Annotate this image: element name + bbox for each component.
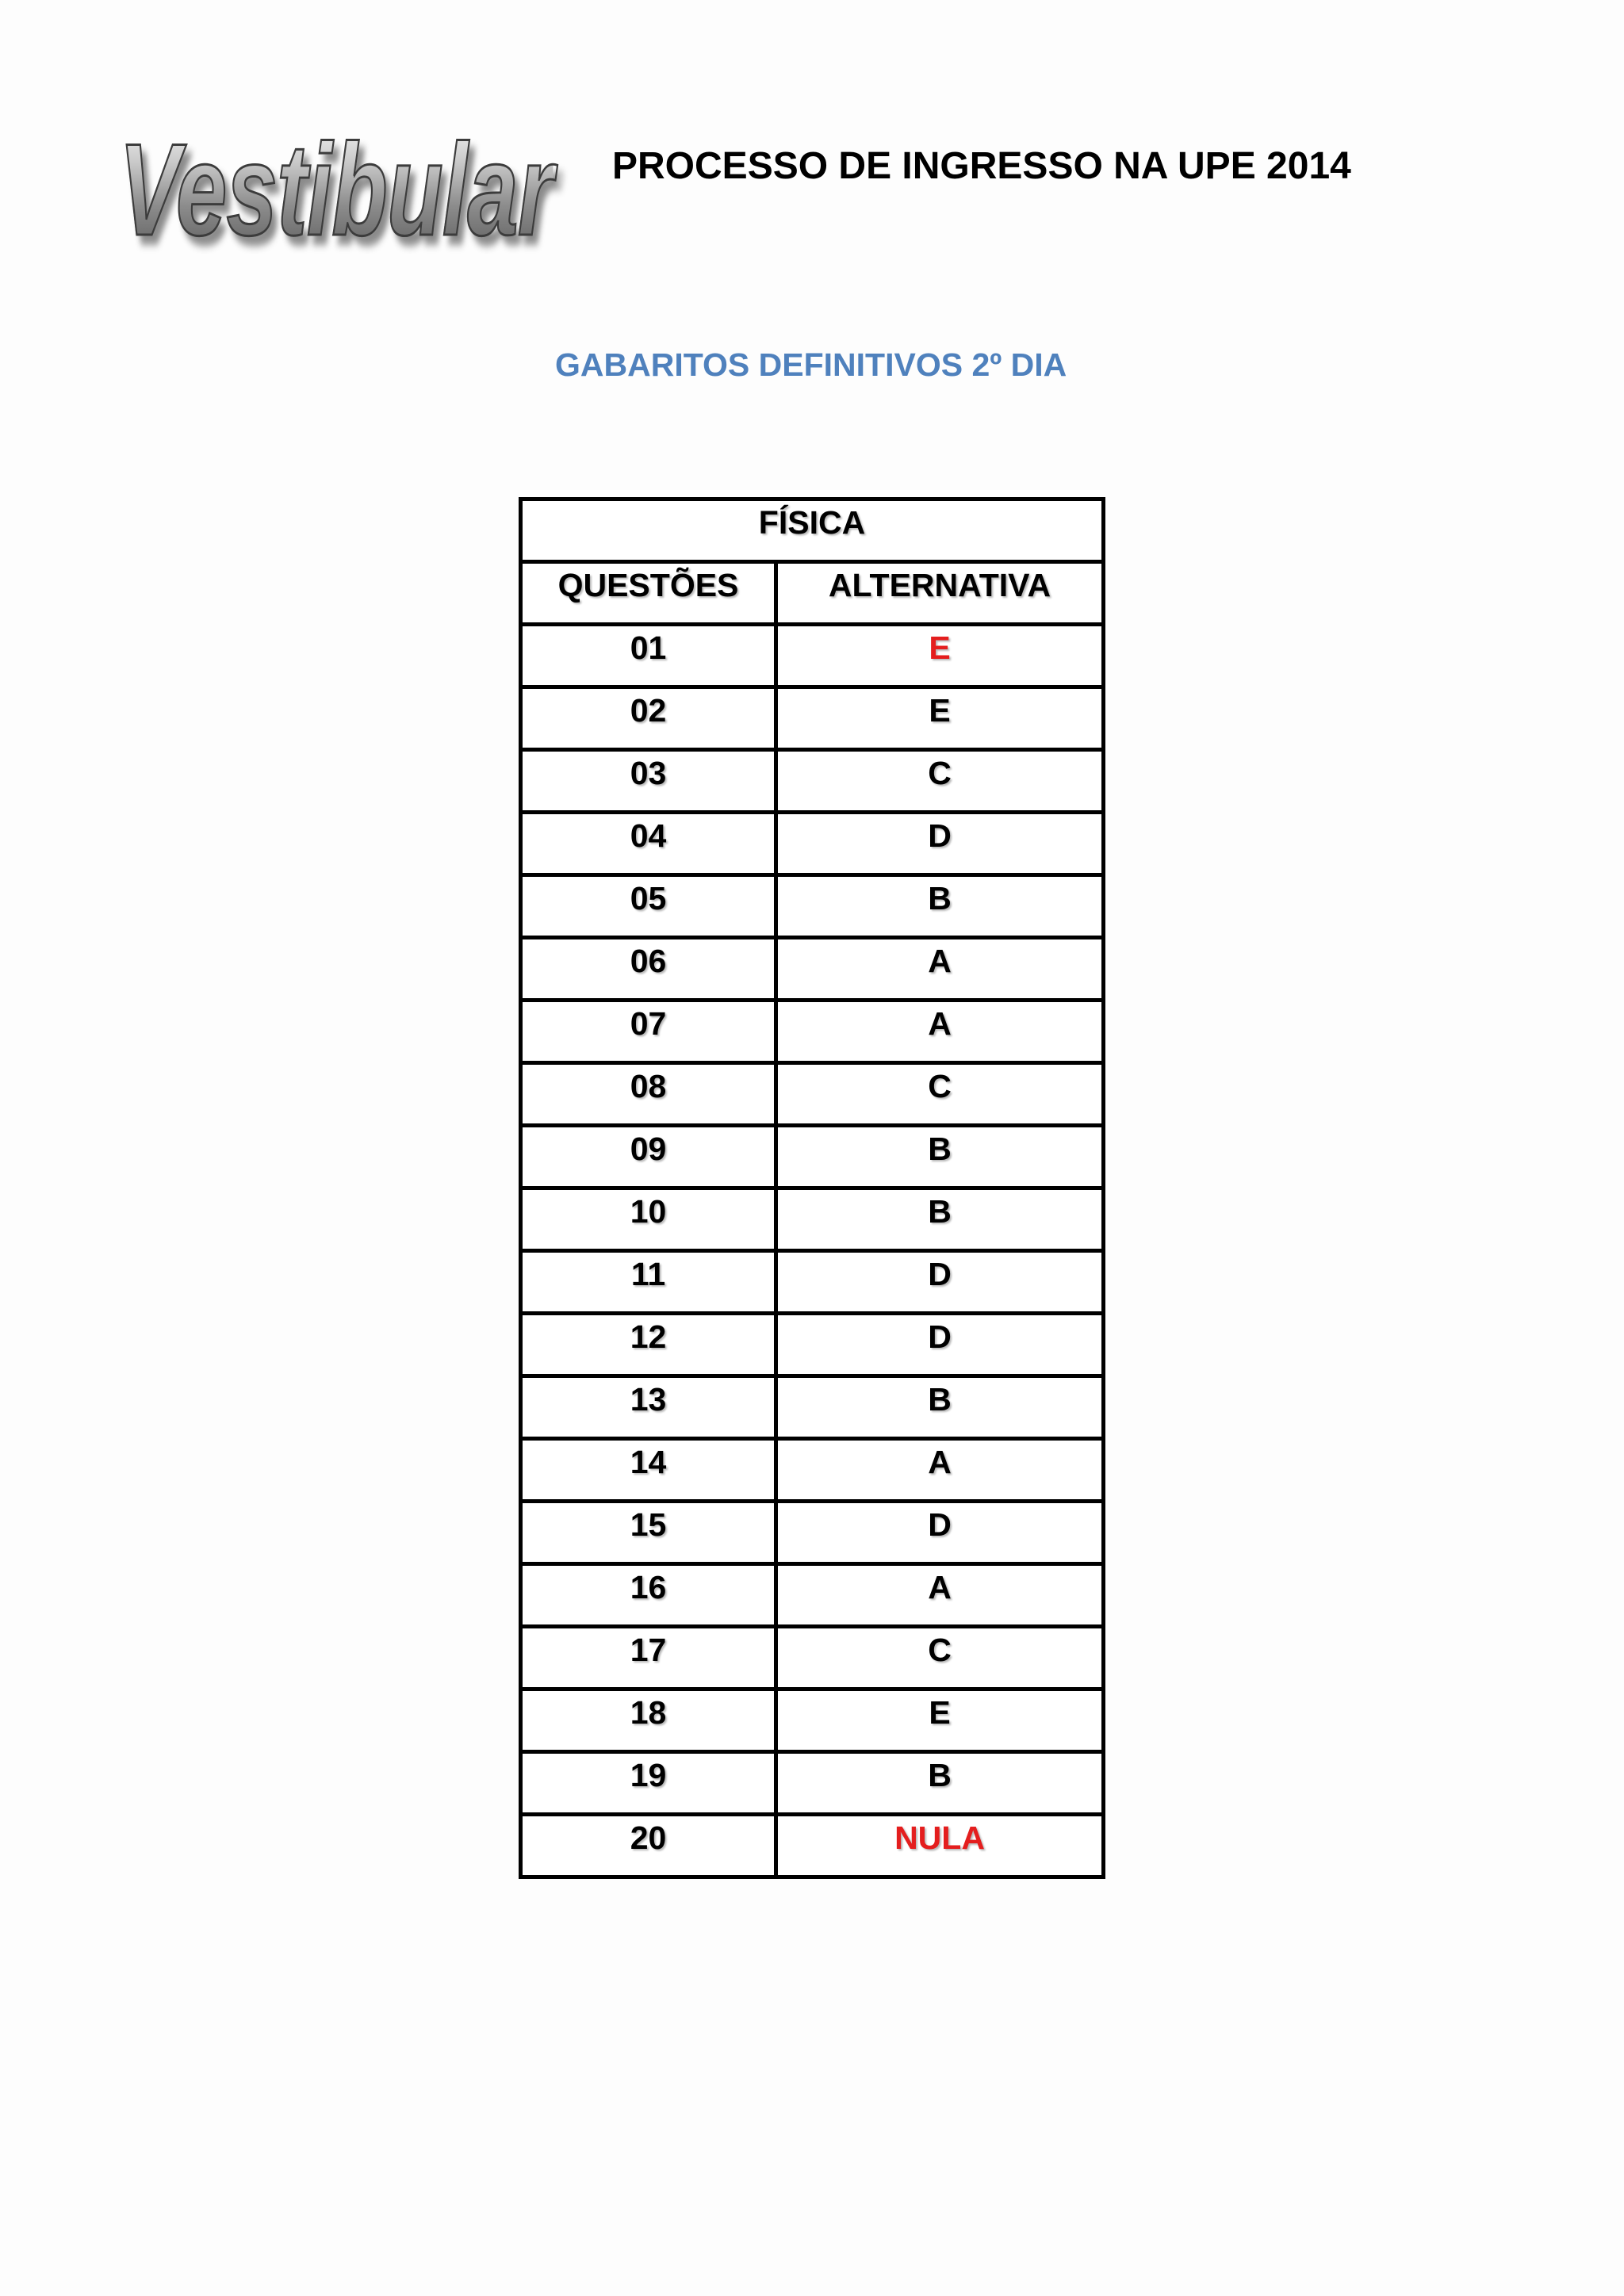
table-row bbox=[523, 1374, 1101, 1437]
table-row bbox=[523, 1186, 1101, 1249]
answer-cell: B bbox=[928, 1131, 952, 1167]
table-row bbox=[523, 1562, 1101, 1624]
question-number-cell: 13 bbox=[523, 1378, 778, 1437]
question-number-cell: 10 bbox=[523, 1190, 778, 1249]
question-number-cell: 17 bbox=[523, 1628, 778, 1687]
question-number-cell: 04 bbox=[523, 814, 778, 873]
page-title: PROCESSO DE INGRESSO NA UPE 2014 bbox=[612, 145, 1351, 187]
answer-key-table bbox=[519, 497, 1105, 1879]
answer-cell: A bbox=[928, 943, 952, 979]
question-number-cell: 16 bbox=[523, 1566, 778, 1624]
question-number-cell: 03 bbox=[523, 752, 778, 810]
question-number-cell: 15 bbox=[523, 1503, 778, 1562]
answer-cell: D bbox=[928, 1318, 952, 1355]
answer-cell: A bbox=[928, 1005, 952, 1042]
question-number-cell: 11 bbox=[523, 1253, 778, 1311]
answer-cell: C bbox=[928, 1632, 952, 1668]
answer-cell: NULA bbox=[894, 1820, 985, 1856]
question-number-cell: 07 bbox=[523, 1002, 778, 1061]
logo-text: Vestibular bbox=[119, 117, 553, 262]
question-number-cell: 09 bbox=[523, 1127, 778, 1186]
table-row bbox=[523, 1061, 1101, 1123]
table-row bbox=[523, 1311, 1101, 1374]
table-header-row bbox=[523, 560, 1101, 622]
answer-cell: A bbox=[928, 1444, 952, 1480]
question-number-cell: 01 bbox=[523, 626, 778, 685]
page-subtitle: GABARITOS DEFINITIVOS 2º DIA bbox=[555, 346, 1067, 383]
answer-rows bbox=[523, 622, 1101, 1875]
answer-cell: C bbox=[928, 755, 952, 791]
question-number-cell: 14 bbox=[523, 1441, 778, 1499]
subject-header: FÍSICA bbox=[758, 504, 866, 541]
table-row bbox=[523, 748, 1101, 810]
table-row bbox=[523, 1687, 1101, 1750]
question-number-cell: 20 bbox=[523, 1816, 778, 1875]
column-header-alternative: ALTERNATIVA bbox=[828, 567, 1051, 603]
table-row bbox=[523, 873, 1101, 936]
answer-cell: D bbox=[928, 1256, 952, 1292]
question-number-cell: 08 bbox=[523, 1065, 778, 1123]
answer-cell: B bbox=[928, 880, 952, 916]
answer-cell: B bbox=[928, 1381, 952, 1418]
answer-cell: B bbox=[928, 1757, 952, 1793]
answer-cell: D bbox=[928, 1506, 952, 1543]
table-row bbox=[523, 622, 1101, 685]
table-row bbox=[523, 685, 1101, 748]
table-row bbox=[523, 1624, 1101, 1687]
question-number-cell: 12 bbox=[523, 1315, 778, 1374]
column-header-questions: QUESTÕES bbox=[523, 564, 778, 622]
answer-cell: A bbox=[928, 1569, 952, 1605]
table-row bbox=[523, 1812, 1101, 1875]
table-row bbox=[523, 1437, 1101, 1499]
question-number-cell: 06 bbox=[523, 939, 778, 998]
table-row bbox=[523, 1750, 1101, 1812]
question-number-cell: 18 bbox=[523, 1691, 778, 1750]
table-row bbox=[523, 998, 1101, 1061]
answer-cell: E bbox=[929, 1694, 951, 1731]
question-number-cell: 05 bbox=[523, 877, 778, 936]
question-number-cell: 02 bbox=[523, 689, 778, 748]
table-subject-row bbox=[523, 501, 1101, 560]
answer-cell: E bbox=[929, 692, 951, 729]
answer-cell: C bbox=[928, 1068, 952, 1104]
table-row bbox=[523, 1249, 1101, 1311]
table-row bbox=[523, 1123, 1101, 1186]
table-row bbox=[523, 1499, 1101, 1562]
answer-cell: D bbox=[928, 817, 952, 854]
vestibular-logo bbox=[119, 117, 611, 265]
answer-cell: B bbox=[928, 1193, 952, 1230]
answer-cell: E bbox=[929, 629, 951, 666]
table-row bbox=[523, 936, 1101, 998]
question-number-cell: 19 bbox=[523, 1754, 778, 1812]
table-row bbox=[523, 810, 1101, 873]
